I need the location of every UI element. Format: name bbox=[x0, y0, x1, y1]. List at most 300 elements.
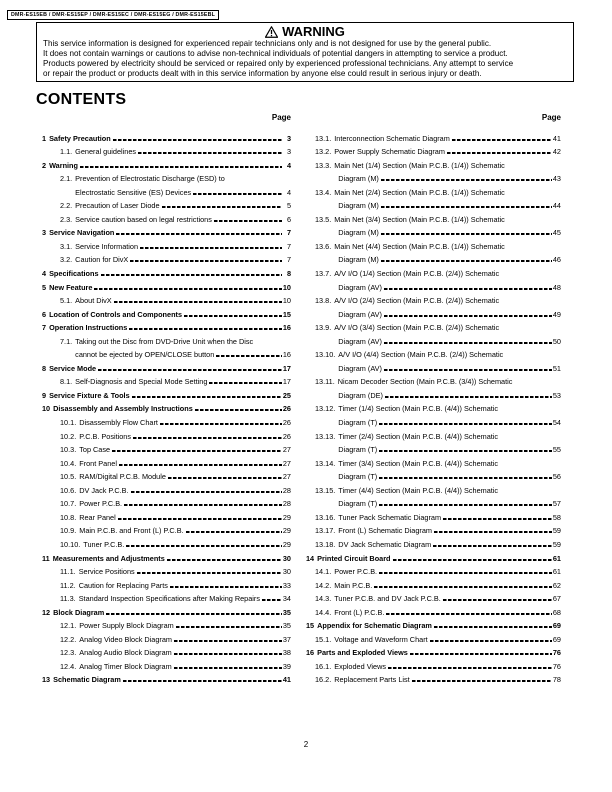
toc-subsection-entry[interactable] bbox=[306, 454, 561, 468]
toc-entry-page: 29 bbox=[282, 539, 291, 549]
toc-subsection-entry[interactable] bbox=[306, 237, 561, 251]
toc-subsection-entry[interactable] bbox=[36, 251, 291, 265]
toc-entry-title: Self-Diagnosis and Special Mode Setting bbox=[75, 377, 208, 387]
toc-subsection-entry[interactable] bbox=[306, 576, 561, 590]
toc-entry-number: 14.4. bbox=[315, 607, 332, 617]
toc-entry-page: 10 bbox=[282, 296, 291, 306]
toc-entry-title: Service Mode bbox=[49, 363, 97, 373]
toc-entry-title: Replacement Parts List bbox=[334, 675, 410, 685]
toc-entry-number: 14.1. bbox=[315, 567, 332, 577]
toc-entry-number: 5.1. bbox=[60, 296, 73, 306]
toc-entry-number: 11 bbox=[42, 553, 50, 563]
toc-subsection-entry[interactable] bbox=[306, 535, 561, 549]
toc-subsection-entry[interactable] bbox=[306, 143, 561, 157]
toc-subsection-entry[interactable] bbox=[36, 143, 291, 157]
toc-dotted-leader bbox=[186, 530, 282, 533]
toc-section-entry[interactable] bbox=[36, 400, 291, 414]
toc-entry-number: 3.1. bbox=[60, 241, 73, 251]
toc-subsection-entry[interactable] bbox=[306, 129, 561, 143]
toc-entry-number: 13 bbox=[42, 675, 51, 685]
toc-entry-title: Service Fixture & Tools bbox=[49, 390, 130, 400]
toc-dotted-leader bbox=[374, 585, 552, 588]
toc-entry-title: Main Net (1/4) Section (Main P.C.B. (1/4)) Schematic bbox=[334, 160, 505, 170]
toc-section-entry[interactable] bbox=[36, 305, 291, 319]
toc-entry-number: 12.2. bbox=[60, 634, 77, 644]
toc-dotted-leader bbox=[443, 517, 552, 520]
toc-entry-number: 2.1. bbox=[60, 174, 73, 184]
toc-entry-number: 2.2. bbox=[60, 201, 73, 211]
toc-dotted-leader bbox=[119, 463, 282, 466]
toc-entry-page: 7 bbox=[286, 228, 291, 238]
warning-line: Products powered by electricity should be serviced or repaired only by experienced professional technicians. Any attempt to service bbox=[43, 59, 514, 68]
toc-entry-page: 69 bbox=[552, 634, 561, 644]
toc-entry-page: 30 bbox=[282, 567, 291, 577]
toc-section-entry[interactable] bbox=[36, 156, 291, 170]
toc-dotted-leader bbox=[447, 151, 552, 154]
toc-entry-title: Main Net (4/4) Section (Main P.C.B. (1/4)) Schematic bbox=[334, 241, 505, 251]
toc-entry-title: Tuner P.C.B. bbox=[83, 539, 125, 549]
toc-dotted-leader bbox=[379, 422, 552, 425]
toc-subsection-entry[interactable] bbox=[306, 264, 561, 278]
toc-entry-page: 35 bbox=[282, 607, 291, 617]
toc-dotted-leader bbox=[124, 503, 282, 506]
toc-entry-title: A/V I/O (2/4) Section (Main P.C.B. (2/4)) Schematic bbox=[334, 296, 500, 306]
toc-entry-number: 6 bbox=[42, 309, 47, 319]
toc-entry-title: Service Positions bbox=[78, 567, 135, 577]
toc-entry-page: 41 bbox=[552, 133, 561, 143]
toc-subsection-entry[interactable] bbox=[306, 292, 561, 306]
toc-entry-title: Analog Video Block Diagram bbox=[79, 634, 172, 644]
toc-subsection-entry[interactable] bbox=[306, 224, 561, 238]
toc-entry-number: 15.1. bbox=[315, 634, 332, 644]
toc-entry-page: 54 bbox=[552, 418, 561, 428]
toc-left-list bbox=[36, 129, 291, 684]
toc-entry-number: 12.1. bbox=[60, 621, 77, 631]
toc-entry-title: General guidelines bbox=[75, 147, 137, 157]
page-number: 2 bbox=[303, 740, 309, 749]
toc-subsection-entry[interactable] bbox=[36, 183, 291, 197]
toc-entry-number: 13.16. bbox=[315, 512, 336, 522]
toc-subsection-entry[interactable] bbox=[36, 563, 291, 577]
toc-section-entry[interactable] bbox=[36, 278, 291, 292]
toc-entry-title: Caution for DivX bbox=[75, 255, 129, 265]
toc-entry-title: Voltage and Waveform Chart bbox=[334, 634, 428, 644]
toc-entry-title: Main Net (2/4) Section (Main P.C.B. (1/4)) Schematic bbox=[334, 187, 505, 197]
toc-entry-page: 3 bbox=[286, 147, 291, 157]
toc-entry-number: 13.3. bbox=[315, 160, 332, 170]
toc-subsection-entry[interactable] bbox=[306, 603, 561, 617]
toc-entry-number: 3 bbox=[42, 228, 47, 238]
toc-entry-page: 69 bbox=[552, 621, 561, 631]
toc-entry-title: Diagram (T) bbox=[338, 472, 378, 482]
toc-subsection-entry[interactable] bbox=[306, 495, 561, 509]
toc-entry-page: 67 bbox=[552, 594, 561, 604]
toc-entry-number: 9 bbox=[42, 390, 47, 400]
page-column-header: Page bbox=[541, 113, 561, 122]
toc-entry-title: A/V I/O (1/4) Section (Main P.C.B. (2/4)) Schematic bbox=[334, 269, 500, 279]
toc-entry-number: 12.4. bbox=[60, 661, 77, 671]
toc-subsection-entry[interactable] bbox=[306, 319, 561, 333]
toc-dotted-leader bbox=[381, 232, 552, 235]
toc-entry-page: 28 bbox=[282, 485, 291, 495]
toc-subsection-entry[interactable] bbox=[36, 292, 291, 306]
toc-entry-title: A/V I/O (3/4) Section (Main P.C.B. (2/4)) Schematic bbox=[334, 323, 500, 333]
toc-entry-number: 8.1. bbox=[60, 377, 73, 387]
toc-entry-title: Front (L) Schematic Diagram bbox=[338, 526, 432, 536]
toc-dotted-leader bbox=[393, 558, 552, 561]
toc-subsection-entry[interactable] bbox=[306, 170, 561, 184]
toc-entry-page: 49 bbox=[552, 309, 561, 319]
toc-dotted-leader bbox=[137, 571, 282, 574]
warning-title-row bbox=[43, 25, 567, 39]
toc-entry-title: Top Case bbox=[79, 445, 111, 455]
toc-dotted-leader bbox=[262, 598, 282, 601]
toc-dotted-leader bbox=[174, 639, 282, 642]
toc-entry-title: Diagram (M) bbox=[338, 255, 379, 265]
toc-entry-title: Main P.C.B. and Front (L) P.C.B. bbox=[79, 526, 184, 536]
toc-dotted-leader bbox=[386, 612, 551, 615]
toc-entry-page: 29 bbox=[282, 526, 291, 536]
toc-entry-number: 13.17. bbox=[315, 526, 336, 536]
toc-entry-number: 13.6. bbox=[315, 241, 332, 251]
toc-entry-title: Measurements and Adjustments bbox=[52, 553, 165, 563]
toc-subsection-entry[interactable] bbox=[36, 237, 291, 251]
toc-entry-page: 28 bbox=[282, 499, 291, 509]
toc-entry-number: 13.8. bbox=[315, 296, 332, 306]
toc-entry-number: 2.3. bbox=[60, 214, 73, 224]
toc-entry-title: Tuner Pack Schematic Diagram bbox=[338, 512, 442, 522]
toc-entry-title: Diagram (AV) bbox=[338, 336, 382, 346]
toc-entry-page: 57 bbox=[552, 499, 561, 509]
toc-subsection-entry[interactable] bbox=[36, 576, 291, 590]
toc-dotted-leader bbox=[176, 625, 282, 628]
toc-section-entry[interactable] bbox=[36, 319, 291, 333]
toc-subsection-entry[interactable] bbox=[36, 427, 291, 441]
toc-entry-number: 13.15. bbox=[315, 485, 336, 495]
toc-dotted-leader bbox=[381, 205, 552, 208]
toc-entry-number: 13.13. bbox=[315, 431, 336, 441]
toc-subsection-entry[interactable] bbox=[306, 522, 561, 536]
toc-subsection-entry[interactable] bbox=[36, 590, 291, 604]
warning-title: WARNING bbox=[282, 24, 345, 39]
toc-dotted-leader bbox=[443, 598, 552, 601]
toc-subsection-entry[interactable] bbox=[306, 332, 561, 346]
toc-dotted-leader bbox=[113, 138, 282, 141]
toc-entry-title: Service Information bbox=[75, 241, 139, 251]
toc-entry-title: Power P.C.B. bbox=[334, 567, 378, 577]
toc-subsection-entry[interactable] bbox=[36, 332, 291, 346]
toc-entry-number: 7.1. bbox=[60, 336, 73, 346]
toc-entry-number: 13.18. bbox=[315, 539, 336, 549]
toc-entry-page: 58 bbox=[552, 512, 561, 522]
toc-entry-number: 14.2. bbox=[315, 580, 332, 590]
toc-entry-page: 6 bbox=[286, 214, 291, 224]
toc-dotted-leader bbox=[101, 273, 282, 276]
toc-entry-page: 27 bbox=[282, 458, 291, 468]
warning-line: This service information is designed for experienced repair technicians only and is not designed for use by the general public. bbox=[43, 39, 492, 48]
toc-entry-page: 7 bbox=[286, 255, 291, 265]
toc-dotted-leader bbox=[384, 368, 552, 371]
toc-entry-page: 4 bbox=[286, 187, 291, 197]
toc-entry-page: 17 bbox=[282, 363, 291, 373]
toc-subsection-entry[interactable] bbox=[306, 630, 561, 644]
toc-entry-number: 1 bbox=[42, 133, 47, 143]
toc-entry-page: 26 bbox=[282, 418, 291, 428]
toc-entry-number: 13.12. bbox=[315, 404, 336, 414]
toc-entry-number: 10.7. bbox=[60, 499, 77, 509]
toc-subsection-entry[interactable] bbox=[36, 454, 291, 468]
toc-subsection-entry[interactable] bbox=[36, 441, 291, 455]
toc-entry-page: 59 bbox=[552, 526, 561, 536]
toc-entry-title: Analog Audio Block Diagram bbox=[79, 648, 172, 658]
toc-entry-title: Precaution of Laser Diode bbox=[75, 201, 160, 211]
toc-subsection-entry[interactable] bbox=[36, 495, 291, 509]
toc-entry-title: A/V I/O (4/4) Section (Main P.C.B. (2/4)) Schematic bbox=[338, 350, 504, 360]
toc-entry-title: Exploded Views bbox=[334, 661, 387, 671]
toc-entry-title: Diagram (AV) bbox=[338, 282, 382, 292]
toc-subsection-entry[interactable] bbox=[306, 508, 561, 522]
toc-entry-page: 39 bbox=[282, 661, 291, 671]
toc-section-entry[interactable] bbox=[306, 617, 561, 631]
toc-dotted-leader bbox=[129, 327, 282, 330]
toc-dotted-leader bbox=[118, 517, 282, 520]
toc-entry-number: 1.1. bbox=[60, 147, 73, 157]
toc-subsection-entry[interactable] bbox=[306, 373, 561, 387]
toc-subsection-entry[interactable] bbox=[36, 508, 291, 522]
toc-section-entry[interactable] bbox=[36, 264, 291, 278]
toc-subsection-entry[interactable] bbox=[306, 427, 561, 441]
toc-dotted-leader bbox=[170, 585, 282, 588]
toc-entry-page: 78 bbox=[552, 675, 561, 685]
toc-subsection-entry[interactable] bbox=[306, 657, 561, 671]
toc-dotted-leader bbox=[98, 368, 282, 371]
toc-entry-number: 10.6. bbox=[60, 485, 77, 495]
toc-entry-title: Service Navigation bbox=[49, 228, 115, 238]
toc-entry-title: RAM/Digital P.C.B. Module bbox=[79, 472, 166, 482]
toc-dotted-leader bbox=[385, 395, 552, 398]
toc-subsection-entry[interactable] bbox=[36, 210, 291, 224]
toc-subsection-entry[interactable] bbox=[36, 617, 291, 631]
toc-entry-page: 45 bbox=[552, 228, 561, 238]
toc-dotted-leader bbox=[384, 287, 552, 290]
toc-entry-number: 8 bbox=[42, 363, 47, 373]
toc-entry-page: 5 bbox=[286, 201, 291, 211]
model-tag: DMR-ES15EB / DMR-ES15EP / DMR-ES15EC / DMR-ES15EG / DMR-ES15EBL bbox=[7, 10, 219, 20]
toc-subsection-entry[interactable] bbox=[306, 400, 561, 414]
toc-entry-title: Parts and Exploded Views bbox=[317, 648, 408, 658]
toc-dotted-leader bbox=[381, 178, 552, 181]
toc-subsection-entry[interactable] bbox=[306, 251, 561, 265]
toc-entry-page: 16 bbox=[282, 350, 291, 360]
toc-entry-page: 10 bbox=[282, 282, 291, 292]
toc-entry-title: Timer (4/4) Section (Main P.C.B. (4/4)) Schematic bbox=[338, 485, 499, 495]
toc-section-entry[interactable] bbox=[306, 644, 561, 658]
toc-entry-title: DV Jack Schematic Diagram bbox=[338, 539, 432, 549]
toc-entry-page: 76 bbox=[552, 648, 561, 658]
toc-entry-number: 13.14. bbox=[315, 458, 336, 468]
warning-line: It does not contain warnings or cautions to advise non-technical individuals of potential dangers in attempting to service a product. bbox=[43, 49, 508, 58]
toc-dotted-leader bbox=[174, 666, 282, 669]
toc-entry-title: Power Supply Block Diagram bbox=[79, 621, 174, 631]
toc-subsection-entry[interactable] bbox=[36, 468, 291, 482]
toc-subsection-entry[interactable] bbox=[306, 346, 561, 360]
toc-entry-number: 7 bbox=[42, 323, 47, 333]
toc-section-entry[interactable] bbox=[36, 359, 291, 373]
toc-dotted-leader bbox=[174, 652, 282, 655]
toc-entry-number: 14.3. bbox=[315, 594, 332, 604]
toc-entry-page: 34 bbox=[282, 594, 291, 604]
toc-entry-title: Diagram (M) bbox=[338, 201, 379, 211]
toc-subsection-entry[interactable] bbox=[306, 441, 561, 455]
toc-entry-page: 43 bbox=[552, 174, 561, 184]
toc-entry-title: Diagram (M) bbox=[338, 228, 379, 238]
toc-entry-title: Location of Controls and Components bbox=[49, 309, 183, 319]
toc-entry-number: 13.2. bbox=[315, 147, 332, 157]
toc-dotted-leader bbox=[114, 300, 282, 303]
toc-dotted-leader bbox=[381, 259, 552, 262]
toc-dotted-leader bbox=[130, 259, 282, 262]
toc-dotted-leader bbox=[132, 395, 282, 398]
toc-entry-page: 42 bbox=[552, 147, 561, 157]
toc-subsection-entry[interactable] bbox=[306, 359, 561, 373]
toc-entry-title: Timer (1/4) Section (Main P.C.B. (4/4)) Schematic bbox=[338, 404, 499, 414]
toc-entry-page: 55 bbox=[552, 445, 561, 455]
toc-subsection-entry[interactable] bbox=[306, 197, 561, 211]
toc-dotted-leader bbox=[94, 287, 281, 290]
warning-line: or repair the product or products dealt with in this service information by anyone else could result in serious injury or death. bbox=[43, 69, 482, 78]
toc-section-entry[interactable] bbox=[36, 386, 291, 400]
toc-entry-title: Taking out the Disc from DVD-Drive Unit when the Disc bbox=[75, 336, 254, 346]
toc-section-entry[interactable] bbox=[36, 129, 291, 143]
toc-dotted-leader bbox=[195, 408, 282, 411]
toc-entry-number: 13.5. bbox=[315, 214, 332, 224]
toc-dotted-leader bbox=[167, 558, 282, 561]
toc-entry-number: 10.9. bbox=[60, 526, 77, 536]
toc-subsection-entry[interactable] bbox=[306, 278, 561, 292]
toc-entry-title: Block Diagram bbox=[53, 607, 105, 617]
toc-subsection-entry[interactable] bbox=[36, 535, 291, 549]
toc-entry-title: Front (L) P.C.B. bbox=[334, 607, 385, 617]
toc-entry-number: 10.4. bbox=[60, 458, 77, 468]
toc-entry-title: Diagram (AV) bbox=[338, 309, 382, 319]
toc-entry-page: 61 bbox=[552, 553, 561, 563]
toc-entry-number: 10.1. bbox=[60, 418, 77, 428]
toc-subsection-entry[interactable] bbox=[36, 657, 291, 671]
toc-entry-title: Operation Instructions bbox=[49, 323, 128, 333]
toc-entry-page: 26 bbox=[282, 404, 291, 414]
toc-entry-title: Warning bbox=[49, 160, 78, 170]
toc-dotted-leader bbox=[112, 449, 282, 452]
toc-subsection-entry[interactable] bbox=[306, 590, 561, 604]
toc-entry-title: cannot be ejected by OPEN/CLOSE button bbox=[75, 350, 215, 360]
toc-subsection-entry[interactable] bbox=[306, 468, 561, 482]
toc-subsection-entry[interactable] bbox=[306, 210, 561, 224]
toc-dotted-leader bbox=[214, 219, 282, 222]
toc-section-entry[interactable] bbox=[36, 224, 291, 238]
toc-entry-number: 16.2. bbox=[315, 675, 332, 685]
toc-entry-title: Safety Precaution bbox=[49, 133, 111, 143]
toc-dotted-leader bbox=[388, 666, 552, 669]
toc-dotted-leader bbox=[168, 476, 282, 479]
toc-entry-title: Timer (2/4) Section (Main P.C.B. (4/4)) Schematic bbox=[338, 431, 499, 441]
toc-section-entry[interactable] bbox=[36, 549, 291, 563]
toc-entry-title: Standard Inspection Specifications after Making Repairs bbox=[78, 594, 260, 604]
toc-subsection-entry[interactable] bbox=[36, 346, 291, 360]
toc-subsection-entry[interactable] bbox=[306, 413, 561, 427]
toc-entry-number: 13.10. bbox=[315, 350, 336, 360]
toc-subsection-entry[interactable] bbox=[306, 305, 561, 319]
toc-entry-number: 10.3. bbox=[60, 445, 77, 455]
toc-subsection-entry[interactable] bbox=[306, 183, 561, 197]
toc-subsection-entry[interactable] bbox=[36, 481, 291, 495]
toc-section-entry[interactable] bbox=[306, 549, 561, 563]
toc-dotted-leader bbox=[160, 422, 282, 425]
toc-entry-number: 13.9. bbox=[315, 323, 332, 333]
toc-dotted-leader bbox=[133, 436, 282, 439]
toc-entry-page: 37 bbox=[282, 634, 291, 644]
toc-entry-page: 8 bbox=[286, 269, 291, 279]
toc-subsection-entry[interactable] bbox=[306, 671, 561, 685]
toc-entry-title: Main P.C.B. bbox=[334, 580, 373, 590]
toc-section-entry[interactable] bbox=[36, 603, 291, 617]
toc-dotted-leader bbox=[430, 639, 552, 642]
toc-entry-page: 46 bbox=[552, 255, 561, 265]
toc-subsection-entry[interactable] bbox=[36, 170, 291, 184]
toc-entry-number: 10.5. bbox=[60, 472, 77, 482]
toc-subsection-entry[interactable] bbox=[36, 197, 291, 211]
toc-entry-number: 10.10. bbox=[60, 539, 81, 549]
toc-subsection-entry[interactable] bbox=[306, 481, 561, 495]
toc-entry-page: 62 bbox=[552, 580, 561, 590]
toc-entry-page: 27 bbox=[282, 445, 291, 455]
toc-entry-page: 16 bbox=[282, 323, 291, 333]
warning-triangle-icon bbox=[265, 26, 278, 38]
toc-subsection-entry[interactable] bbox=[306, 156, 561, 170]
toc-dotted-leader bbox=[209, 381, 281, 384]
toc-entry-title: Schematic Diagram bbox=[53, 675, 121, 685]
toc-entry-page: 41 bbox=[282, 675, 291, 685]
toc-dotted-leader bbox=[126, 544, 282, 547]
toc-entry-title: Service caution based on legal restrictions bbox=[75, 214, 212, 224]
toc-entry-title: Main Net (3/4) Section (Main P.C.B. (1/4)) Schematic bbox=[334, 214, 505, 224]
toc-entry-page: 61 bbox=[552, 567, 561, 577]
toc-dotted-leader bbox=[184, 314, 282, 317]
toc-entry-title: Timer (3/4) Section (Main P.C.B. (4/4)) Schematic bbox=[338, 458, 499, 468]
toc-entry-title: Printed Circuit Board bbox=[317, 553, 391, 563]
toc-right-list bbox=[306, 129, 561, 684]
toc-dotted-leader bbox=[379, 476, 552, 479]
toc-subsection-entry[interactable] bbox=[306, 386, 561, 400]
toc-dotted-leader bbox=[140, 246, 282, 249]
toc-subsection-entry[interactable] bbox=[36, 413, 291, 427]
toc-entry-title: About DivX bbox=[75, 296, 112, 306]
toc-subsection-entry[interactable] bbox=[36, 373, 291, 387]
toc-subsection-entry[interactable] bbox=[36, 522, 291, 536]
toc-dotted-leader bbox=[162, 205, 282, 208]
toc-entry-number: 11.2. bbox=[60, 580, 76, 590]
toc-entry-title: Nicam Decoder Section (Main P.C.B. (3/4)) Schematic bbox=[337, 377, 513, 387]
toc-subsection-entry[interactable] bbox=[306, 563, 561, 577]
toc-subsection-entry[interactable] bbox=[36, 644, 291, 658]
toc-entry-title: Tuner P.C.B. and DV Jack P.C.B. bbox=[334, 594, 441, 604]
toc-section-entry[interactable] bbox=[36, 671, 291, 685]
toc-dotted-leader bbox=[452, 138, 552, 141]
toc-entry-title: New Feature bbox=[49, 282, 93, 292]
toc-entry-number: 3.2. bbox=[60, 255, 73, 265]
toc-subsection-entry[interactable] bbox=[36, 630, 291, 644]
toc-entry-number: 2 bbox=[42, 160, 47, 170]
toc-entry-number: 14 bbox=[306, 553, 315, 563]
